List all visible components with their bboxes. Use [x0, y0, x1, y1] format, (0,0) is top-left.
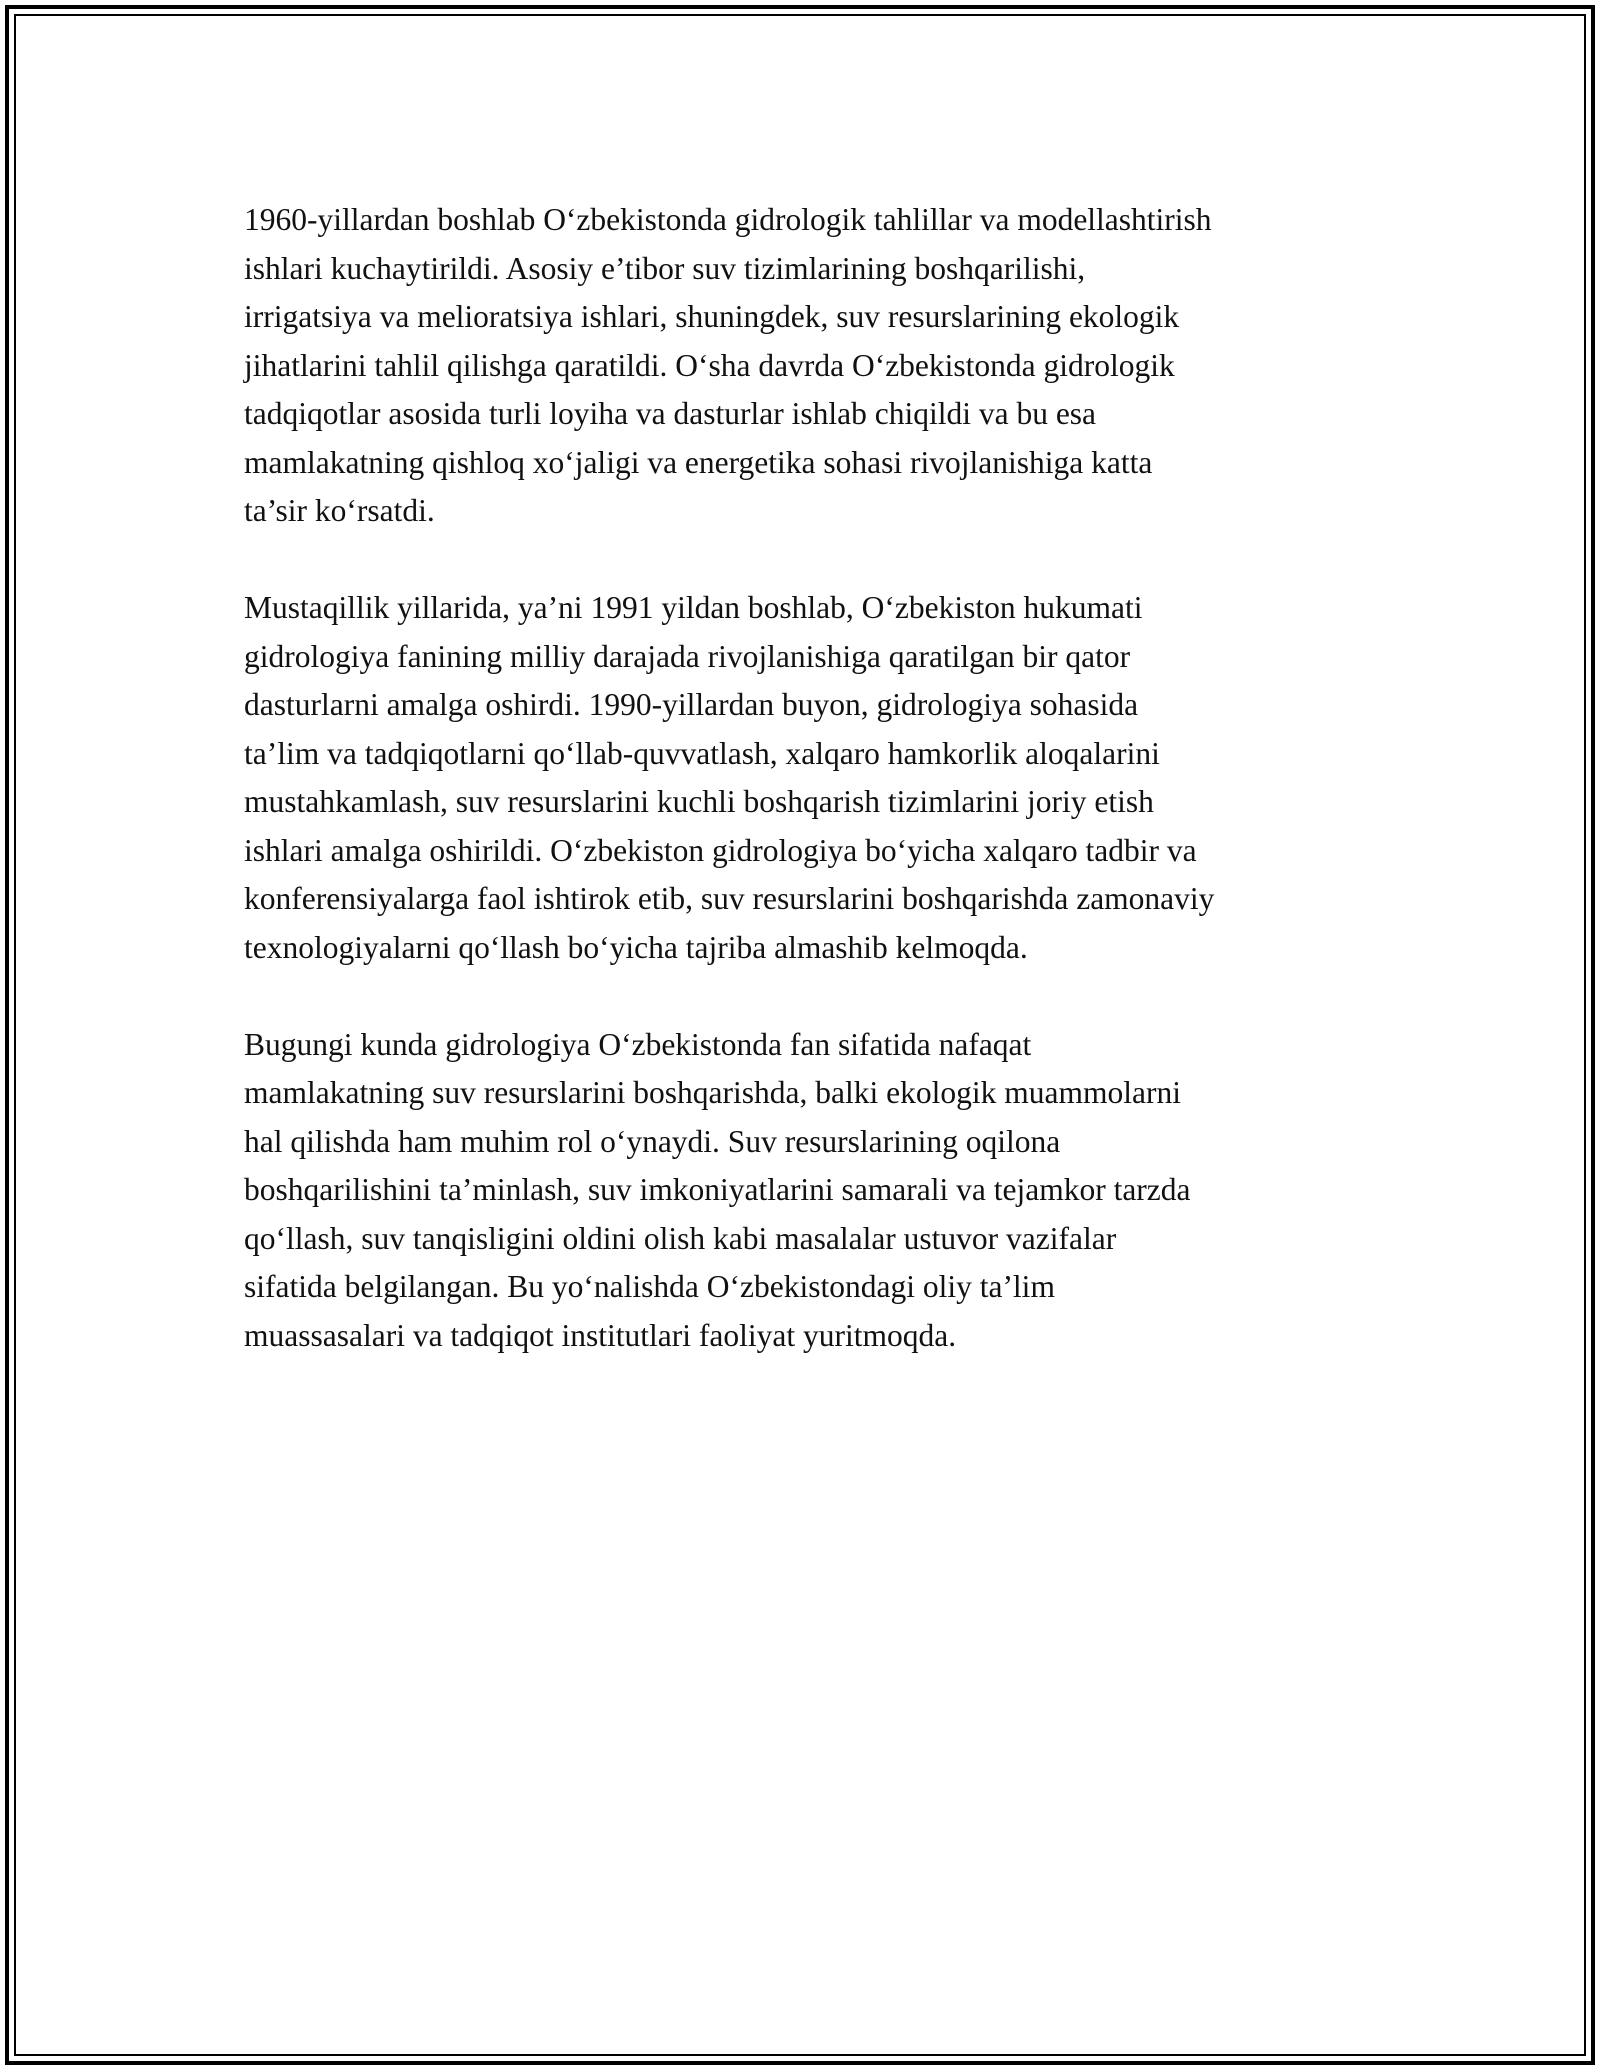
paragraph-1: 1960-yillardan boshlab O‘zbekistonda gidrologik tahlillar va modellashtirish ishlari kuchaytirildi. Asosiy e’tibor suv tizimlarining boshqarilishi, irrigatsiya va melioratsiya ishlari, shuningdek, suv resurslarining ekologik jihatlarini tahlil qilishga qaratildi. O‘sha davrda O‘zbekistonda gidrologik tadqiqotlar asosida turli loyiha va dasturlar ishlab chiqildi va bu esa mamlakatning qishloq xo‘jaligi va energetika sohasi rivojlanishiga katta ta’sir ko‘rsatdi.	[244, 202, 1212, 528]
paragraph-3: Bugungi kunda gidrologiya O‘zbekistonda fan sifatida nafaqat mamlakatning suv resurslarini boshqarishda, balki ekologik muammolarni hal qilishda ham muhim rol o‘ynaydi. Suv resurslarining oqilona boshqarilishini ta’minlash, suv imkoniyatlarini samarali va tejamkor tarzda qo‘llash, suv tanqisligini oldini olish kabi masalalar ustuvor vazifalar sifatida belgilangan. Bu yo‘nalishda O‘zbekistondagi oliy ta’lim muassasalari va tadqiqot institutlari faoliyat yuritmoqda.	[244, 1026, 1191, 1353]
paragraph-2: Mustaqillik yillarida, ya’ni 1991 yildan boshlab, O‘zbekiston hukumati gidrologiya fanining milliy darajada rivojlanishiga qaratilgan bir qator dasturlarni amalga oshirdi. 1990-yillardan buyon, gidrologiya sohasida ta’lim va tadqiqotlarni qo‘llab-quvvatlash, xalqaro hamkorlik aloqalarini mustahkamlash, suv resurslarini kuchli boshqarish tizimlarini joriy etish ishlari amalga oshirildi. O‘zbekiston gidrologiya bo‘yicha xalqaro tadbir va konferensiyalarga faol ishtirok etib, suv resurslarini boshqarishda zamonaviy texnologiyalarni qo‘llash bo‘yicha tajriba almashib kelmoqda.	[244, 590, 1215, 965]
document-body	[244, 196, 1384, 1409]
page-border-outer	[5, 5, 1595, 2065]
